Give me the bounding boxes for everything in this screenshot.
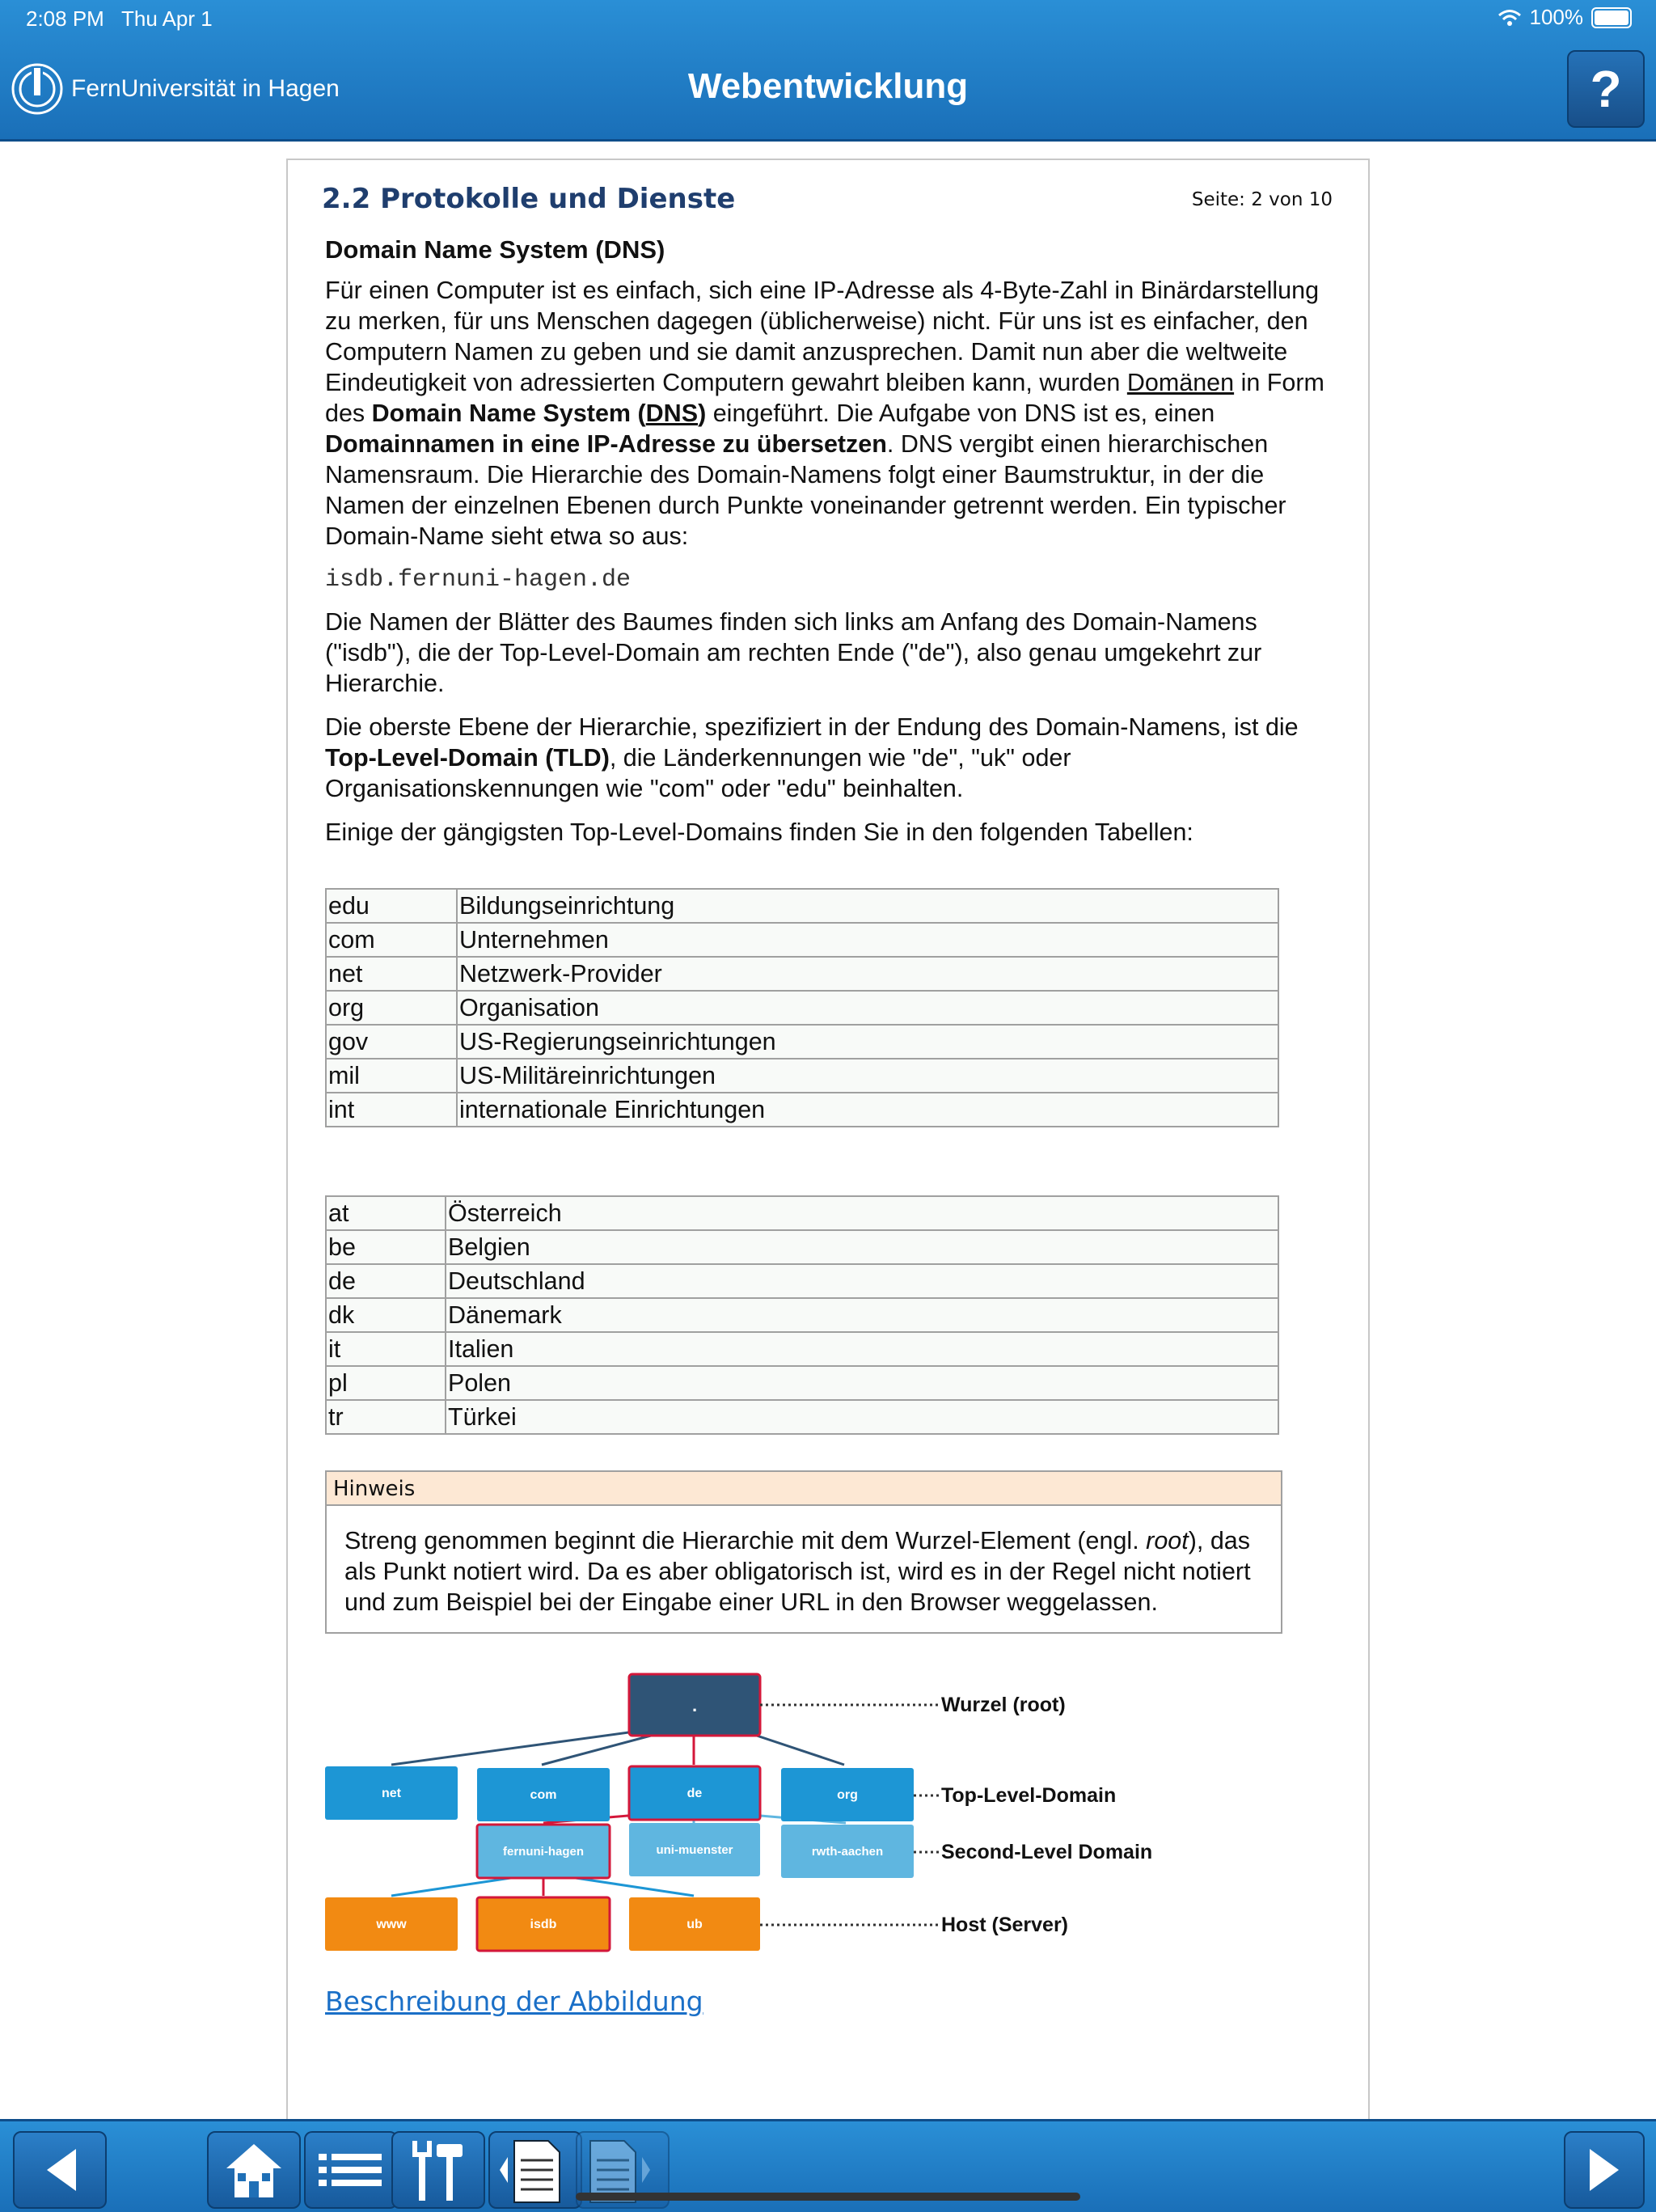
home-icon bbox=[209, 2133, 299, 2207]
example-domain: isdb.fernuni-hagen.de bbox=[325, 566, 632, 594]
country-name: Türkei bbox=[446, 1400, 1278, 1434]
text: ), das als Punkt notiert wird. Da es aber obligatorisch ist, wird es in der Regel nicht notiert und zum Beispiel bei der Eingabe einer URL in den Browser weggelassen. bbox=[344, 1527, 1251, 1616]
text: Streng genommen beginnt die Hierarchie mit dem Wurzel-Element (engl. bbox=[344, 1527, 1147, 1554]
tld-description: Organisation bbox=[457, 991, 1278, 1025]
tld-code: gov bbox=[326, 1025, 457, 1059]
diagram-label-sld: Second-Level Domain bbox=[941, 1841, 1153, 1863]
table-row bbox=[326, 1366, 1278, 1400]
tools-icon bbox=[393, 2133, 484, 2207]
text: Für einen Computer ist es einfach, sich eine IP-Adresse als 4-Byte-Zahl in Binärdarstellung zu merken, für uns Menschen dagegen (üblicherweise) nicht. Für uns ist es einfacher, den Computern Namen zu geben und sie damit anzusprechen. Damit nun aber die weltweite Eindeutigkeit von adressierten Computern gewahrt bleiben kann, wurden bbox=[325, 277, 1320, 396]
forward-button[interactable] bbox=[1564, 2131, 1645, 2209]
bold-text: Domainnamen in eine IP-Adresse zu übersetzen bbox=[325, 430, 887, 458]
paragraph-tld bbox=[325, 712, 1328, 804]
table-row bbox=[326, 1264, 1278, 1298]
diagram-label-root: Wurzel (root) bbox=[941, 1694, 1066, 1716]
table-row bbox=[326, 1332, 1278, 1366]
diagram-tld-text: de bbox=[686, 1787, 703, 1800]
tld-code: tr bbox=[326, 1400, 446, 1434]
page-button[interactable] bbox=[488, 2131, 582, 2209]
battery-percent: 100% bbox=[1529, 5, 1583, 29]
page-indicator: Seite: 2 von 10 bbox=[1191, 189, 1333, 210]
note-box bbox=[325, 1470, 1282, 1634]
dns-hierarchy-diagram bbox=[323, 1666, 1213, 1981]
table-row bbox=[326, 1025, 1278, 1059]
battery-icon bbox=[1591, 7, 1632, 28]
top-bar bbox=[0, 0, 1656, 142]
tld-code: int bbox=[326, 1093, 457, 1127]
table-row bbox=[326, 957, 1278, 991]
table-row bbox=[326, 1093, 1278, 1127]
country-name: Österreich bbox=[446, 1196, 1278, 1230]
tld-description: Unternehmen bbox=[457, 923, 1278, 957]
link-dns[interactable]: DNS bbox=[645, 400, 699, 427]
section-title: 2.2 Protokolle und Dienste bbox=[322, 183, 736, 215]
bold-text: Domain Name System ( bbox=[371, 400, 646, 427]
table-row bbox=[326, 1059, 1278, 1093]
figure-description-link[interactable]: Beschreibung der Abbildung bbox=[325, 1986, 703, 2017]
back-arrow-icon bbox=[15, 2133, 105, 2207]
tld-code: com bbox=[326, 923, 457, 957]
help-button[interactable]: ? bbox=[1567, 50, 1645, 128]
tld-code: net bbox=[326, 957, 457, 991]
tld-description: US-Militäreinrichtungen bbox=[457, 1059, 1278, 1093]
table-row bbox=[326, 1298, 1278, 1332]
tld-description: Netzwerk-Provider bbox=[457, 957, 1278, 991]
status-date: Thu Apr 1 bbox=[121, 6, 213, 31]
tld-description: Bildungseinrichtung bbox=[457, 889, 1278, 923]
diagram-sld-text: rwth-aachen bbox=[811, 1845, 884, 1859]
status-bar bbox=[0, 0, 1656, 37]
tld-code: mil bbox=[326, 1059, 457, 1093]
page-icon bbox=[490, 2133, 581, 2207]
diagram-sld-text: uni-muenster bbox=[656, 1843, 733, 1857]
content bbox=[325, 235, 1328, 2017]
app-title: Webentwicklung bbox=[687, 66, 969, 106]
paragraph-intro bbox=[325, 275, 1328, 552]
text: , die Länderkennungen wie "de", "uk" oder Organisationskennungen wie "com" oder "edu" beinhalten. bbox=[325, 744, 1071, 802]
home-button[interactable] bbox=[207, 2131, 301, 2209]
tld-code: pl bbox=[326, 1366, 446, 1400]
tld-code: it bbox=[326, 1332, 446, 1366]
diagram-host-text: www bbox=[376, 1918, 407, 1931]
note-title: Hinweis bbox=[327, 1472, 1281, 1506]
country-name: Belgien bbox=[446, 1230, 1278, 1264]
diagram-host-text: isdb bbox=[530, 1918, 557, 1931]
tld-code: org bbox=[326, 991, 457, 1025]
diagram-tld-text: com bbox=[530, 1788, 557, 1802]
bold-text: Top-Level-Domain (TLD) bbox=[325, 744, 610, 772]
bold-text: ) bbox=[698, 400, 707, 427]
diagram-host-text: ub bbox=[686, 1918, 703, 1931]
home-indicator bbox=[576, 2193, 1080, 2201]
diagram-tld-text: net bbox=[382, 1787, 401, 1800]
text: in Form des bbox=[325, 369, 1324, 427]
diagram-root-text: . bbox=[691, 1695, 698, 1715]
org-tld-table bbox=[325, 888, 1279, 1127]
text: Die oberste Ebene der Hierarchie, spezifiziert in der Endung des Domain-Namens, ist die bbox=[325, 713, 1299, 741]
diagram-label-tld: Top-Level-Domain bbox=[941, 1784, 1117, 1807]
wifi-icon bbox=[1498, 9, 1522, 27]
tld-code: dk bbox=[326, 1298, 446, 1332]
bottom-toolbar bbox=[0, 2119, 1656, 2212]
status-time: 2:08 PM bbox=[26, 6, 104, 31]
table-row bbox=[326, 991, 1278, 1025]
country-name: Italien bbox=[446, 1332, 1278, 1366]
diagram-label-host: Host (Server) bbox=[941, 1914, 1068, 1936]
diagram-tld-text: org bbox=[837, 1788, 858, 1802]
table-row bbox=[326, 923, 1278, 957]
tld-code: edu bbox=[326, 889, 457, 923]
country-name: Deutschland bbox=[446, 1264, 1278, 1298]
back-button[interactable] bbox=[13, 2131, 107, 2209]
tld-code: de bbox=[326, 1264, 446, 1298]
note-text bbox=[327, 1506, 1281, 1632]
country-name: Dänemark bbox=[446, 1298, 1278, 1332]
text: eingeführt. Die Aufgabe von DNS ist es, einen bbox=[706, 400, 1215, 427]
tools-button[interactable] bbox=[391, 2131, 485, 2209]
table-row bbox=[326, 1230, 1278, 1264]
status-right bbox=[1498, 5, 1633, 30]
paragraph-tables-intro: Einige der gängigsten Top-Level-Domains finden Sie in den folgenden Tabellen: bbox=[325, 818, 1193, 846]
logo-text: FernUniversität in Hagen bbox=[71, 75, 340, 102]
diagram-sld-text: fernuni-hagen bbox=[503, 1845, 584, 1859]
tld-code: at bbox=[326, 1196, 446, 1230]
country-tld-table bbox=[325, 1195, 1279, 1435]
tld-description: US-Regierungseinrichtungen bbox=[457, 1025, 1278, 1059]
paragraph-leaves: Die Namen der Blätter des Baumes finden sich links am Anfang des Domain-Namens ("isdb"), die der Top-Level-Domain am rechten Ende ("de"), also genau umgekehrt zur Hierarchie. bbox=[325, 608, 1262, 697]
tld-code: be bbox=[326, 1230, 446, 1264]
content-heading: Domain Name System (DNS) bbox=[325, 235, 665, 264]
document-page bbox=[286, 159, 1370, 2122]
table-row bbox=[326, 1400, 1278, 1434]
table-row bbox=[326, 889, 1278, 923]
tld-description: internationale Einrichtungen bbox=[457, 1093, 1278, 1127]
contents-button[interactable] bbox=[304, 2131, 398, 2209]
country-name: Polen bbox=[446, 1366, 1278, 1400]
link-domaenen[interactable]: Domänen bbox=[1126, 369, 1235, 396]
list-icon bbox=[306, 2133, 396, 2207]
forward-arrow-icon bbox=[1565, 2133, 1643, 2207]
table-row bbox=[326, 1196, 1278, 1230]
text: . DNS vergibt einen hierarchischen Namensraum. Die Hierarchie des Domain-Namens folgt einer Baumstruktur, in der die Namen der einzelnen Ebenen durch Punkte voneinander getrennt werden. Ein typischer Domain-Name sieht etwa so aus: bbox=[325, 430, 1286, 550]
italic-text: root bbox=[1146, 1527, 1189, 1554]
